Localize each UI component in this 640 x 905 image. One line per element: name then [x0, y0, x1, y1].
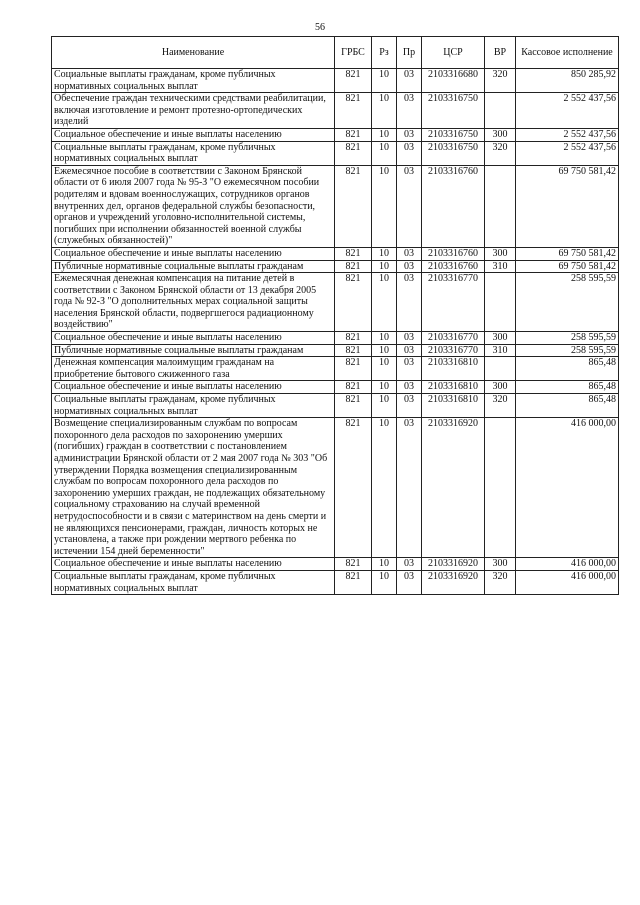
table-row [52, 570, 619, 594]
cell-sum: 258 595,59 [516, 344, 619, 357]
cell-csr: 2103316750 [422, 93, 485, 129]
cell-pr: 03 [397, 332, 422, 345]
cell-pr: 03 [397, 418, 422, 558]
header-csr: ЦСР [422, 37, 485, 69]
cell-rz: 10 [372, 141, 397, 165]
header-sum: Кассовое исполнение [516, 37, 619, 69]
table-row [52, 344, 619, 357]
cell-vr [485, 418, 516, 558]
cell-name: Денежная компенсация малоимущим гражданам на приобретение бытового сжиженного газа [52, 357, 335, 381]
cell-pr: 03 [397, 344, 422, 357]
header-rz: Рз [372, 37, 397, 69]
cell-csr: 2103316920 [422, 570, 485, 594]
cell-rz: 10 [372, 344, 397, 357]
cell-grbs: 821 [335, 69, 372, 93]
cell-vr [485, 93, 516, 129]
cell-rz: 10 [372, 570, 397, 594]
cell-grbs: 821 [335, 93, 372, 129]
cell-sum: 865,48 [516, 394, 619, 418]
cell-csr: 2103316770 [422, 273, 485, 332]
cell-sum: 2 552 437,56 [516, 141, 619, 165]
table-body [52, 69, 619, 595]
cell-rz: 10 [372, 273, 397, 332]
cell-grbs: 821 [335, 273, 372, 332]
cell-vr: 300 [485, 332, 516, 345]
cell-sum: 69 750 581,42 [516, 165, 619, 247]
cell-rz: 10 [372, 381, 397, 394]
cell-csr: 2103316810 [422, 381, 485, 394]
cell-vr: 310 [485, 344, 516, 357]
cell-grbs: 821 [335, 247, 372, 260]
cell-rz: 10 [372, 69, 397, 93]
cell-pr: 03 [397, 260, 422, 273]
cell-pr: 03 [397, 165, 422, 247]
cell-name: Социальное обеспечение и иные выплаты населению [52, 247, 335, 260]
cell-name: Публичные нормативные социальные выплаты гражданам [52, 260, 335, 273]
cell-grbs: 821 [335, 418, 372, 558]
cell-sum: 416 000,00 [516, 418, 619, 558]
table-row [52, 394, 619, 418]
table-row [52, 165, 619, 247]
header-grbs: ГРБС [335, 37, 372, 69]
header-name: Наименование [52, 37, 335, 69]
cell-pr: 03 [397, 273, 422, 332]
cell-csr: 2103316760 [422, 165, 485, 247]
table-row [52, 418, 619, 558]
cell-sum: 69 750 581,42 [516, 247, 619, 260]
header-pr: Пр [397, 37, 422, 69]
cell-name: Ежемесячное пособие в соответствии с Законом Брянской области от 6 июля 2007 года № 95-З "О ежемесячном пособии родителям и вдовам военнослужащих, сотрудников органов внутренних дел, органов федеральной службы безопасности, органов и учреждений уголовно-исполнительной системы, погибших при исполнении обязанностей военной службы (служебных обязанностей)" [52, 165, 335, 247]
cell-vr: 310 [485, 260, 516, 273]
cell-csr: 2103316810 [422, 357, 485, 381]
cell-csr: 2103316770 [422, 332, 485, 345]
cell-grbs: 821 [335, 165, 372, 247]
cell-pr: 03 [397, 570, 422, 594]
table-row [52, 260, 619, 273]
cell-rz: 10 [372, 418, 397, 558]
cell-name: Социальные выплаты гражданам, кроме публичных нормативных социальных выплат [52, 69, 335, 93]
cell-sum: 258 595,59 [516, 273, 619, 332]
cell-grbs: 821 [335, 141, 372, 165]
cell-grbs: 821 [335, 260, 372, 273]
cell-sum: 2 552 437,56 [516, 128, 619, 141]
cell-csr: 2103316920 [422, 418, 485, 558]
cell-vr: 320 [485, 69, 516, 93]
cell-csr: 2103316760 [422, 260, 485, 273]
cell-name: Социальное обеспечение и иные выплаты населению [52, 381, 335, 394]
cell-grbs: 821 [335, 394, 372, 418]
cell-csr: 2103316810 [422, 394, 485, 418]
cell-vr: 300 [485, 558, 516, 571]
page-number: 56 [315, 22, 325, 33]
cell-vr: 300 [485, 247, 516, 260]
cell-name: Социальные выплаты гражданам, кроме публичных нормативных социальных выплат [52, 394, 335, 418]
cell-grbs: 821 [335, 558, 372, 571]
cell-sum: 258 595,59 [516, 332, 619, 345]
cell-vr: 320 [485, 141, 516, 165]
cell-grbs: 821 [335, 381, 372, 394]
cell-grbs: 821 [335, 357, 372, 381]
cell-rz: 10 [372, 260, 397, 273]
cell-csr: 2103316920 [422, 558, 485, 571]
cell-name: Публичные нормативные социальные выплаты гражданам [52, 344, 335, 357]
cell-vr [485, 357, 516, 381]
cell-rz: 10 [372, 247, 397, 260]
cell-csr: 2103316680 [422, 69, 485, 93]
table-row [52, 332, 619, 345]
table-row [52, 93, 619, 129]
cell-grbs: 821 [335, 344, 372, 357]
cell-vr: 320 [485, 394, 516, 418]
cell-sum: 2 552 437,56 [516, 93, 619, 129]
table-row [52, 247, 619, 260]
cell-vr: 300 [485, 381, 516, 394]
cell-vr [485, 165, 516, 247]
cell-sum: 850 285,92 [516, 69, 619, 93]
cell-pr: 03 [397, 141, 422, 165]
cell-csr: 2103316750 [422, 128, 485, 141]
table-row [52, 141, 619, 165]
cell-rz: 10 [372, 394, 397, 418]
cell-sum: 865,48 [516, 357, 619, 381]
cell-rz: 10 [372, 332, 397, 345]
cell-rz: 10 [372, 558, 397, 571]
cell-pr: 03 [397, 247, 422, 260]
table-row [52, 357, 619, 381]
cell-grbs: 821 [335, 128, 372, 141]
table-row [52, 273, 619, 332]
cell-pr: 03 [397, 357, 422, 381]
cell-pr: 03 [397, 128, 422, 141]
cell-csr: 2103316760 [422, 247, 485, 260]
table-row [52, 69, 619, 93]
cell-rz: 10 [372, 128, 397, 141]
cell-csr: 2103316770 [422, 344, 485, 357]
cell-vr: 320 [485, 570, 516, 594]
header-vr: ВР [485, 37, 516, 69]
cell-rz: 10 [372, 93, 397, 129]
cell-name: Социальное обеспечение и иные выплаты населению [52, 128, 335, 141]
cell-grbs: 821 [335, 332, 372, 345]
cell-name: Социальное обеспечение и иные выплаты населению [52, 558, 335, 571]
cell-pr: 03 [397, 394, 422, 418]
budget-table [51, 36, 619, 595]
cell-vr: 300 [485, 128, 516, 141]
table-row [52, 381, 619, 394]
cell-csr: 2103316750 [422, 141, 485, 165]
cell-vr [485, 273, 516, 332]
cell-pr: 03 [397, 558, 422, 571]
cell-pr: 03 [397, 69, 422, 93]
table-row [52, 128, 619, 141]
cell-sum: 416 000,00 [516, 558, 619, 571]
cell-name: Ежемесячная денежная компенсация на питание детей в соответствии с Законом Брянской области от 13 декабря 2005 года № 92-З "О дополнительных мерах социальной защиты населения Брянской области, подвергшегося радиационному воздействию" [52, 273, 335, 332]
cell-rz: 10 [372, 165, 397, 247]
cell-rz: 10 [372, 357, 397, 381]
cell-sum: 865,48 [516, 381, 619, 394]
cell-name: Социальные выплаты гражданам, кроме публичных нормативных социальных выплат [52, 141, 335, 165]
table-header-row [52, 37, 619, 69]
cell-name: Социальное обеспечение и иные выплаты населению [52, 332, 335, 345]
cell-pr: 03 [397, 381, 422, 394]
cell-name: Обеспечение граждан техническими средствами реабилитации, включая изготовление и ремонт протезно-ортопедических изделий [52, 93, 335, 129]
cell-sum: 416 000,00 [516, 570, 619, 594]
cell-sum: 69 750 581,42 [516, 260, 619, 273]
table-row [52, 558, 619, 571]
cell-name: Возмещение специализированным службам по вопросам похоронного дела расходов по захоронению умерших (погибших) граждан в соответствии с постановлением администрации Брянской области от 2 мая 2007 года № 303 "Об утверждении Порядка возмещения специализированным службам по вопросам похоронного дела расходов по захоронению умерших граждан, не подлежащих обязательному социальному страхованию на случай временной нетрудоспособности и в связи с материнством на день смерти и не являющихся пенсионерами, граждан, личность которых не установлена, а также при рождении мертвого ребенка по истечении 154 дней беременности" [52, 418, 335, 558]
cell-pr: 03 [397, 93, 422, 129]
cell-name: Социальные выплаты гражданам, кроме публичных нормативных социальных выплат [52, 570, 335, 594]
cell-grbs: 821 [335, 570, 372, 594]
